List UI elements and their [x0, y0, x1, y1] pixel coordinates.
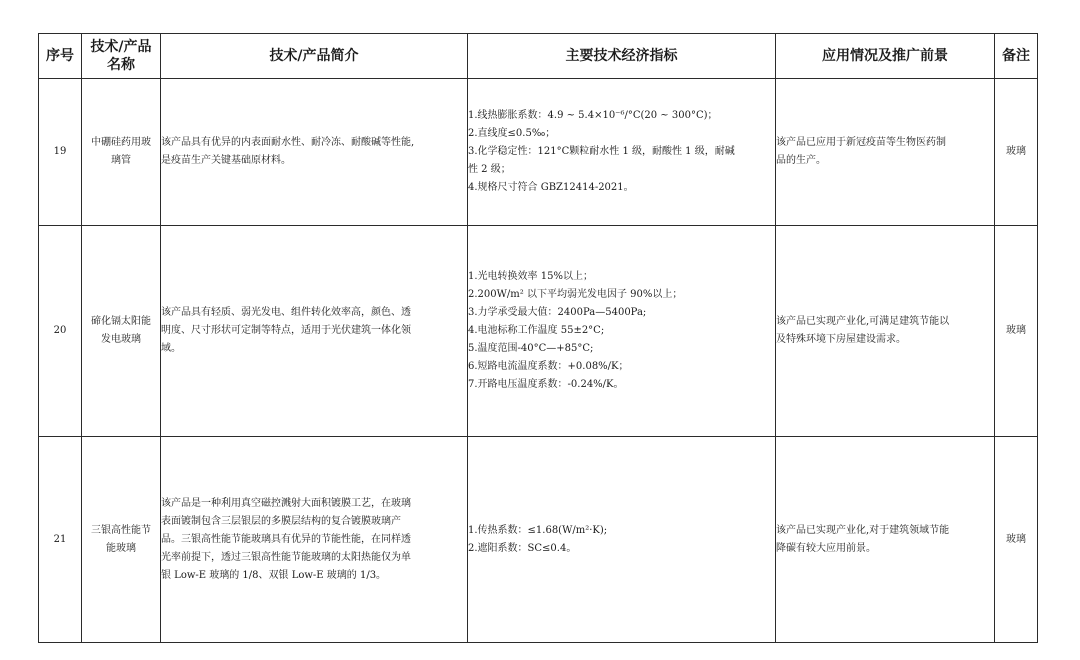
product-table: [38, 33, 1038, 643]
product-name: [82, 226, 161, 437]
indicator-line: 6.短路电流温度系数：+0.08%/K；: [468, 361, 629, 372]
application: [776, 226, 995, 437]
application-line: 该产品已实现产业化,可满足建筑节能以: [776, 316, 950, 327]
product-name-line: 中硼硅药用玻: [91, 137, 151, 148]
intro-line: 该产品具有优异的内表面耐水性、耐冷冻、耐酸碱等性能,: [161, 137, 415, 148]
indicator-line: 4.规格尺寸符合 GBZ12414-2021。: [468, 182, 634, 193]
indicator-line: 2.遮阳系数：SC≤0.4。: [468, 542, 577, 554]
header-name-line2: 名称: [107, 57, 135, 73]
note: 玻璃: [995, 79, 1038, 226]
header-application: 应用情况及推广前景: [776, 34, 995, 79]
header-no: 序号: [39, 34, 82, 79]
application: [776, 79, 995, 226]
header-name: [82, 34, 161, 79]
product-name-line: 碲化镉太阳能: [91, 316, 151, 327]
indicators: [468, 79, 776, 226]
indicators: [468, 226, 776, 437]
row-number: 20: [39, 226, 82, 437]
table-row: [39, 79, 1038, 226]
intro-line: 域。: [161, 343, 181, 354]
header-row: [39, 34, 1038, 79]
header-indicators: 主要技术经济指标: [468, 34, 776, 79]
table-row: [39, 437, 1038, 643]
product-name-line: 能玻璃: [106, 542, 136, 554]
intro-line: 银 Low-E 玻璃的 1/8、双银 Low-E 玻璃的 1/3。: [161, 569, 387, 581]
product-name-line: 三银高性能节: [91, 524, 151, 536]
indicator-line: 2.直线度≤0.5‰；: [468, 128, 556, 139]
product-name-line: 发电玻璃: [101, 334, 141, 345]
application-line: 及特殊环境下房屋建设需求。: [776, 334, 906, 345]
application-line: 品的生产。: [776, 155, 826, 166]
indicator-line: 性 2 级；: [468, 164, 511, 175]
product-name: [82, 79, 161, 226]
header-name-line1: 技术/产品: [90, 39, 152, 55]
intro-line: 表面镀制包含三层银层的多膜层结构的复合镀膜玻璃产: [161, 515, 401, 527]
note: 玻璃: [995, 226, 1038, 437]
product-name-line: 璃管: [111, 155, 131, 166]
intro-line: 品。三银高性能节能玻璃具有优异的节能性能，在同样透: [161, 533, 411, 545]
indicator-line: 3.力学承受最大值：2400Pa—5400Pa;: [468, 307, 647, 318]
table-row: [39, 226, 1038, 437]
intro-line: 光率前提下，透过三银高性能节能玻璃的太阳热能仅为单: [161, 551, 411, 563]
application-line: 该产品已应用于新冠疫苗等生物医药制: [776, 137, 946, 148]
indicator-line: 4.电池标称工作温度 55±2°C;: [468, 325, 605, 336]
product-intro: [161, 226, 468, 437]
indicator-line: 1.传热系数：≤1.68(W/m²·K);: [468, 524, 608, 536]
intro-line: 该产品具有轻质、弱光发电、组件转化效率高，颜色、透: [161, 307, 411, 318]
intro-line: 是疫苗生产关键基础原材料。: [161, 155, 291, 166]
product-name: [82, 437, 161, 643]
product-intro: [161, 437, 468, 643]
intro-line: 该产品是一种利用真空磁控溅射大面积镀膜工艺，在玻璃: [161, 497, 411, 509]
application-line: 降碳有较大应用前景。: [776, 542, 876, 554]
application: [776, 437, 995, 643]
intro-line: 明度、尺寸形状可定制等特点，适用于光伏建筑一体化领: [161, 325, 411, 336]
indicator-line: 1.光电转换效率 15%以上；: [468, 271, 593, 282]
indicator-line: 1.线热膨胀系数：4.9 ~ 5.4×10⁻⁶/°C(20 ~ 300°C)；: [468, 110, 718, 121]
application-line: 该产品已实现产业化,对于建筑领域节能: [776, 524, 950, 536]
product-intro: [161, 79, 468, 226]
indicator-line: 5.温度范围-40°C—+85°C;: [468, 343, 594, 354]
indicator-line: 3.化学稳定性：121°C颗粒耐水性 1 级，耐酸性 1 级，耐碱: [468, 146, 735, 157]
row-number: 19: [39, 79, 82, 226]
indicator-line: 2.200W/m² 以下平均弱光发电因子 90%以上；: [468, 289, 683, 300]
header-note: 备注: [995, 34, 1038, 79]
indicators: [468, 437, 776, 643]
indicator-line: 7.开路电压温度系数：-0.24%/K。: [468, 379, 624, 390]
row-number: 21: [39, 437, 82, 643]
note: 玻璃: [995, 437, 1038, 643]
header-intro: 技术/产品简介: [161, 34, 468, 79]
